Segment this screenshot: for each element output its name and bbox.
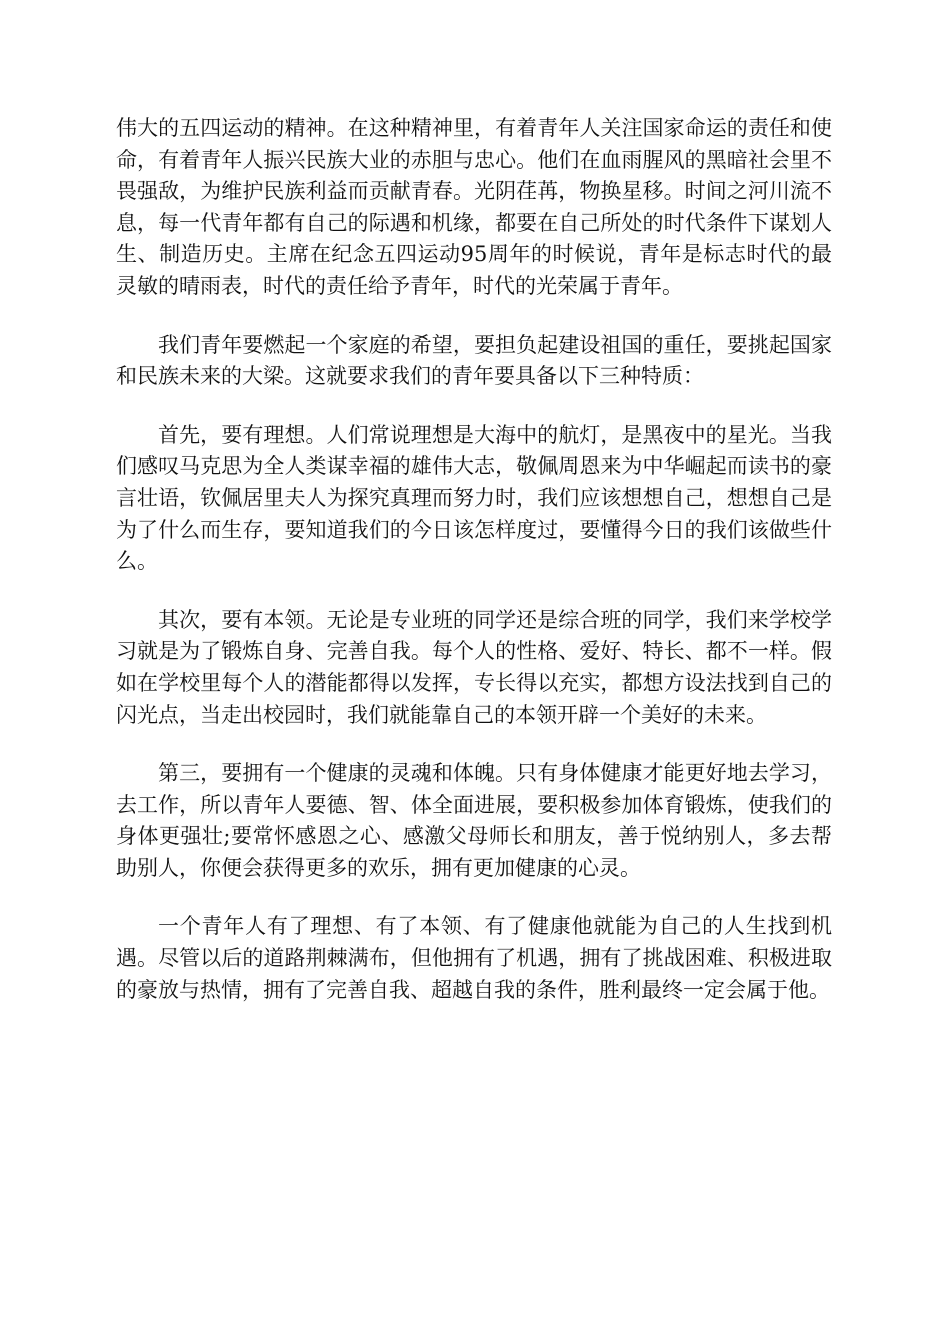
paragraph-ideals: 首先，要有理想。人们常说理想是大海中的航灯，是黑夜中的星光。当我们感叹马克思为全人类谋幸福的雄伟大志，敬佩周恩来为中华崛起而读书的豪言壮语，钦佩居里夫人为探究真理而努力时，我们应该想想自己，想想自己是为了什么而生存，要知道我们的今日该怎样度过，要懂得今日的我们该做些什么。: [116, 422, 832, 574]
document-page: [116, 113, 832, 1006]
paragraph-health: 第三，要拥有一个健康的灵魂和体魄。只有身体健康才能更好地去学习，去工作，所以青年人要德、智、体全面进展，要积极参加体育锻炼，使我们的身体更强壮;要常怀感恩之心、感激父母师长和朋友，善于悦纳别人，多去帮助别人，你便会获得更多的欢乐，拥有更加健康的心灵。: [116, 761, 832, 880]
paragraph-continuation: 伟大的五四运动的精神。在这种精神里，有着青年人关注国家命运的责任和使命，有着青年人振兴民族大业的赤胆与忠心。他们在血雨腥风的黑暗社会里不畏强敌，为维护民族利益而贡献青春。光阴荏苒，物换星移。时间之河川流不息，每一代青年都有自己的际遇和机缘，都要在自己所处的时代条件下谋划人生、制造历史。主席在纪念五四运动95周年的时候说，青年是标志时代的最灵敏的晴雨表，时代的责任给予青年，时代的光荣属于青年。: [116, 116, 832, 298]
paragraph-skills: 其次，要有本领。无论是专业班的同学还是综合班的同学，我们来学校学习就是为了锻炼自身、完善自我。每个人的性格、爱好、特长、都不一样。假如在学校里每个人的潜能都得以发挥，专长得以充实，都想方设法找到自己的闪光点，当走出校园时，我们就能靠自己的本领开辟一个美好的未来。: [116, 607, 832, 727]
paragraph-youth-responsibility: 我们青年要燃起一个家庭的希望，要担负起建设祖国的重任，要挑起国家和民族未来的大梁。这就要求我们的青年要具备以下三种特质：: [116, 332, 832, 389]
paragraph-conclusion: 一个青年人有了理想、有了本领、有了健康他就能为自己的人生找到机遇。尽管以后的道路荆棘满布，但他拥有了机遇，拥有了挑战困难、积极进取的豪放与热情，拥有了完善自我、超越自我的条件，胜利最终一定会属于他。: [116, 914, 832, 1002]
